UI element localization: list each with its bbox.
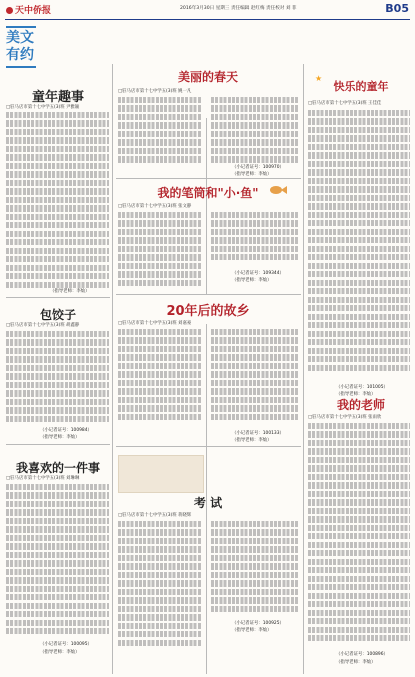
column-divider bbox=[112, 64, 113, 674]
article-byline: □驻马店市第十七中学五(3)班 胡鑫静 bbox=[6, 323, 80, 328]
article-body bbox=[118, 329, 202, 425]
article-body bbox=[118, 212, 202, 290]
article-body bbox=[6, 484, 109, 634]
teacher-note: （指导老师：李灿） bbox=[232, 438, 272, 443]
masthead bbox=[0, 0, 415, 20]
section-line1: 美文 bbox=[6, 30, 34, 46]
logo-mark-icon bbox=[6, 7, 13, 14]
article-byline: □驻马店市第十七中学五(3)班 张文静 bbox=[118, 204, 192, 209]
masthead-rule bbox=[5, 19, 410, 20]
teacher-note: （指导老师：李灿） bbox=[50, 289, 90, 294]
article-body bbox=[118, 521, 202, 649]
article-divider bbox=[116, 446, 301, 447]
teacher-note: （指导老师：李灿） bbox=[232, 278, 272, 283]
article-body bbox=[211, 212, 299, 260]
contact-note: （小记者证号：109344） bbox=[232, 271, 284, 276]
article-title: 快乐的童年 bbox=[333, 80, 389, 93]
article-byline: □驻马店市第十七中学五(3)班 刘嘉豪 bbox=[118, 321, 192, 326]
teacher-note: （指导老师：李灿） bbox=[40, 435, 80, 440]
contact-note: （小记者证号：100984） bbox=[40, 428, 92, 433]
article-title: 我的老师 bbox=[336, 398, 385, 412]
newspaper-logo: 天中侨报 bbox=[6, 3, 51, 16]
section-line2: 有约 bbox=[6, 47, 34, 63]
article-body bbox=[211, 97, 299, 163]
contact-note: （小记者证号：100896） bbox=[336, 652, 388, 657]
date-line: 2016年3月30日 星期三 责任编辑 赵红梅 责任校对 刘 菲 bbox=[180, 6, 297, 11]
teacher-note: （指导老师：李灿） bbox=[232, 628, 272, 633]
fish-icon bbox=[268, 184, 288, 196]
teacher-note: （指导老师：李灿） bbox=[336, 392, 376, 397]
article-title: 20年后的故乡 bbox=[166, 304, 250, 319]
article-title: 包饺子 bbox=[39, 308, 76, 322]
article-body bbox=[6, 331, 109, 423]
article-byline: □驻马店市第十七中学五(3)班 王佳佳 bbox=[308, 101, 382, 106]
article-byline: □驻马店市第十七中学五(3)班 姚一凡 bbox=[118, 89, 192, 94]
article-body bbox=[6, 112, 109, 292]
article-title: 美丽的春天 bbox=[177, 70, 238, 84]
article-byline: □驻马店市第十七中学五(3)班 尹雅颖 bbox=[6, 105, 80, 110]
article-byline: □驻马店市第十七中学五(3)班 张雨欣 bbox=[308, 415, 382, 420]
teacher-note: （指导老师：李灿） bbox=[336, 660, 376, 665]
article-body bbox=[211, 329, 299, 425]
article-byline: □驻马店市第十七中学五(3)班 蒋晓辉 bbox=[118, 513, 192, 518]
contact-note: （小记者证号：100095） bbox=[40, 642, 92, 647]
article-title: 童年趣事 bbox=[31, 90, 84, 105]
column-divider bbox=[303, 64, 304, 674]
section-label bbox=[6, 24, 44, 79]
article-body bbox=[308, 110, 410, 380]
illustration bbox=[118, 455, 204, 493]
article-title: 我的笔筒和"小·鱼" bbox=[157, 186, 259, 200]
article-divider bbox=[6, 297, 110, 298]
article-divider bbox=[6, 444, 110, 445]
article-byline: □驻马店市第十七中学五(3)班 刘琳琳 bbox=[6, 476, 80, 481]
article-title: 我喜欢的一件事 bbox=[15, 461, 100, 475]
article-divider bbox=[116, 178, 301, 179]
star-icon: ★ bbox=[315, 74, 323, 83]
article-body bbox=[308, 423, 410, 651]
article-body bbox=[211, 521, 299, 617]
article-divider bbox=[116, 294, 301, 295]
page-number: B05 bbox=[385, 2, 409, 15]
column-divider bbox=[206, 118, 207, 294]
contact-note: （小记者证号：101005） bbox=[336, 385, 388, 390]
contact-note: （小记者证号：100133） bbox=[232, 431, 284, 436]
contact-note: （小记者证号：100925） bbox=[232, 621, 284, 626]
teacher-note: （指导老师：李灿） bbox=[40, 650, 80, 655]
article-body bbox=[118, 97, 202, 165]
contact-note: （小记者证号：100970） bbox=[232, 165, 284, 170]
teacher-note: （指导老师：李灿） bbox=[232, 172, 272, 177]
article-title: 考 试 bbox=[193, 496, 223, 510]
